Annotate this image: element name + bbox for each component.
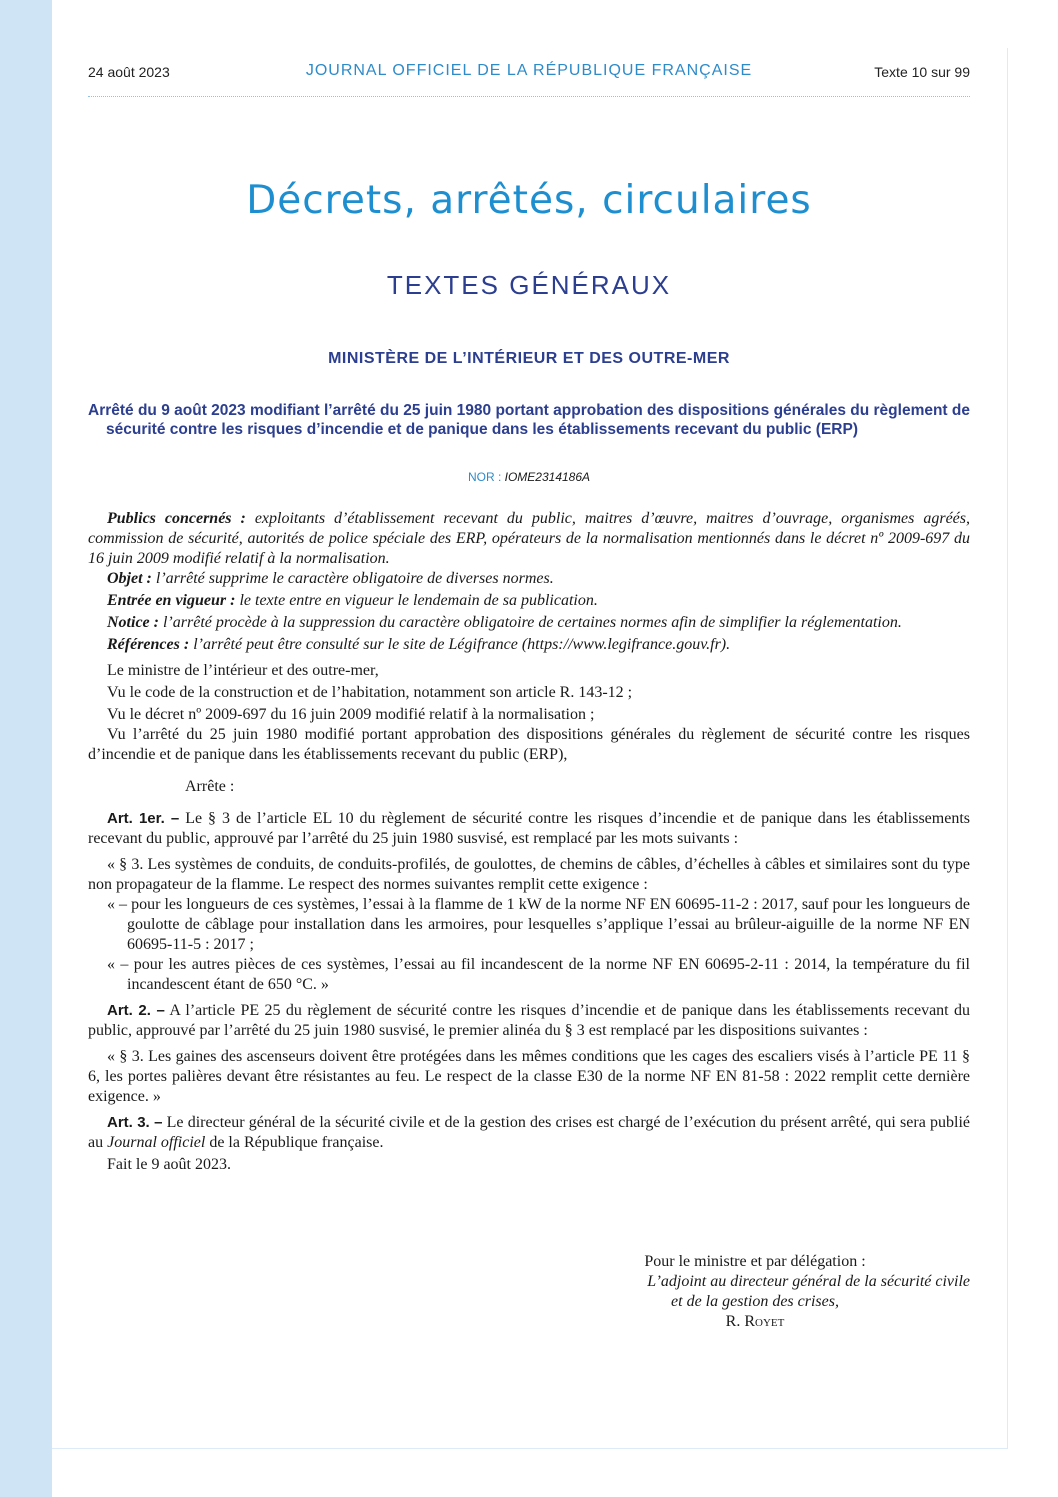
nor-code: IOME2314186A xyxy=(504,470,591,484)
references-text: l’arrêté peut être consulté sur le site de Légifrance (https://www.legifrance.gouv.fr). xyxy=(193,636,731,653)
header-text-number: Texte 10 sur 99 xyxy=(874,64,970,80)
summary-entree xyxy=(88,591,970,611)
summary-publics xyxy=(88,509,970,569)
summary-references xyxy=(88,635,970,655)
signature-name: R. Royet xyxy=(725,1313,785,1330)
notice-text: l’arrêté procède à la suppression du caractère obligatoire de certaines normes afin de simplifier la réglementation. xyxy=(162,614,902,631)
publics-text: exploitants d’établissement recevant du public, maitres d’œuvre, maitres d’ouvrage, organismes agréés, commission de sécurité, autorités de police spéciale des ERP, opérateurs de la normalisation mentionnés dans le décret nº 2009-697 du 16 juin 2009 modifié relatif à la normalisation. xyxy=(88,510,971,567)
fait-date: Fait le 9 août 2023. xyxy=(107,1156,231,1173)
article-1-text: Le § 3 de l’article EL 10 du règlement de sécurité contre les risques d’incendie et de panique dans les établissements recevant du public, approuvé par l’arrêté du 25 juin 1980 susvisé, est remplacé par les mots suivants : xyxy=(88,810,971,847)
section-title: TEXTES GÉNÉRAUX xyxy=(386,270,672,300)
header-journal-title: JOURNAL OFFICIEL DE LA RÉPUBLIQUE FRANÇAISE xyxy=(305,62,753,79)
arrete-word: Arrête : xyxy=(185,778,235,795)
references-label: Références : xyxy=(107,636,190,653)
article-3 xyxy=(88,1113,970,1153)
header-date: 24 août 2023 xyxy=(88,64,170,80)
article-3-text-before: Le directeur général de la sécurité civile et de la gestion des crises est chargé de l’exécution du présent arrêté, qui sera publié au xyxy=(88,1114,971,1151)
objet-label: Objet : xyxy=(107,570,152,587)
visa-1: Vu le code de la construction et de l’habitation, notamment son article R. 143-12 ; xyxy=(107,684,633,701)
article-3-text-italic: Journal officiel xyxy=(107,1134,206,1151)
ministry-heading: MINISTÈRE DE L’INTÉRIEUR ET DES OUTRE-MER xyxy=(328,350,730,367)
document-body xyxy=(88,509,970,1175)
article-2 xyxy=(88,1001,970,1041)
header-divider xyxy=(88,96,970,97)
signature-line-2: L’adjoint au directeur général de la sécurité civile xyxy=(647,1273,970,1290)
article-2-text: A l’article PE 25 du règlement de sécurité contre les risques d’incendie et de panique dans les établissements recevant du public, approuvé par l’arrêté du 25 juin 1980 susvisé, le premier alinéa du § 3 est remplacé par les dispositions suivantes : xyxy=(88,1002,970,1039)
nor-reference xyxy=(88,470,970,484)
notice-label: Notice : xyxy=(107,614,159,631)
entree-label: Entrée en vigueur : xyxy=(107,592,236,609)
main-title: Décrets, arrêtés, circulaires xyxy=(246,178,812,223)
visa-minister: Le ministre de l’intérieur et des outre-mer, xyxy=(107,662,379,679)
summary-objet xyxy=(88,569,970,589)
nor-label: NOR : xyxy=(467,470,502,484)
article-1-label: Art. 1er. – xyxy=(107,810,180,827)
publics-label: Publics concernés : xyxy=(107,510,246,527)
article-2-label: Art. 2. – xyxy=(107,1002,165,1019)
signature-line-3: et de la gestion des crises, xyxy=(671,1293,839,1310)
summary-notice xyxy=(88,613,970,633)
signature-block xyxy=(540,1252,970,1332)
article-1-bullet-2: « – pour les autres pièces de ces systèmes, l’essai au fil incandescent de la norme NF EN 60695-2-11 : 2014, la température du fil incandescent étant de 650 °C. » xyxy=(107,956,970,993)
article-2-quote: « § 3. Les gaines des ascenseurs doivent être protégées dans les mêmes conditions que les cages des escaliers visés à l’article PE 11 § 6, les portes palières devant être résistantes au feu. Le respect de la classe E30 de la norme NF EN 81-58 : 2022 remplit cette dernière exigence. » xyxy=(88,1048,970,1105)
objet-text: l’arrêté supprime le caractère obligatoire de diverses normes. xyxy=(155,570,554,587)
visa-2: Vu le décret nº 2009-697 du 16 juin 2009 modifié relatif à la normalisation ; xyxy=(107,706,595,723)
left-margin-band xyxy=(0,0,52,1497)
article-1-quote: « § 3. Les systèmes de conduits, de conduits-profilés, de goulottes, de chemins de câbles, d’échelles à câbles et similaires sont du type non propagateur de la flamme. Le respect des normes suivantes remplit cette exigence : xyxy=(88,856,970,893)
article-3-label: Art. 3. – xyxy=(107,1114,163,1131)
article-1-bullet-1: « – pour les longueurs de ces systèmes, l’essai à la flamme de 1 kW de la norme NF EN 60695-11-2 : 2017, sauf pour les longueurs de goulotte de câblage pour installation dans les armoires, pour lesquelles s’applique l’essai au brûleur-aiguille de la norme NF EN 60695-11-5 : 2017 ; xyxy=(107,896,970,953)
visa-3: Vu l’arrêté du 25 juin 1980 modifié portant approbation des dispositions générales du règlement de sécurité contre les risques d’incendie et de panique dans les établissements recevant du public (ERP), xyxy=(88,726,970,763)
entree-text: le texte entre en vigueur le lendemain de sa publication. xyxy=(239,592,598,609)
signature-line-1: Pour le ministre et par délégation : xyxy=(644,1253,866,1270)
article-1 xyxy=(88,809,970,849)
arrete-title: Arrêté du 9 août 2023 modifiant l’arrêté du 25 juin 1980 portant approbation des dispositions générales du règlement de sécurité contre les risques d’incendie et de panique dans les établissements recevant du public (ERP) xyxy=(88,402,970,438)
article-3-text-after: de la République française. xyxy=(209,1134,384,1151)
page-header xyxy=(88,62,970,84)
